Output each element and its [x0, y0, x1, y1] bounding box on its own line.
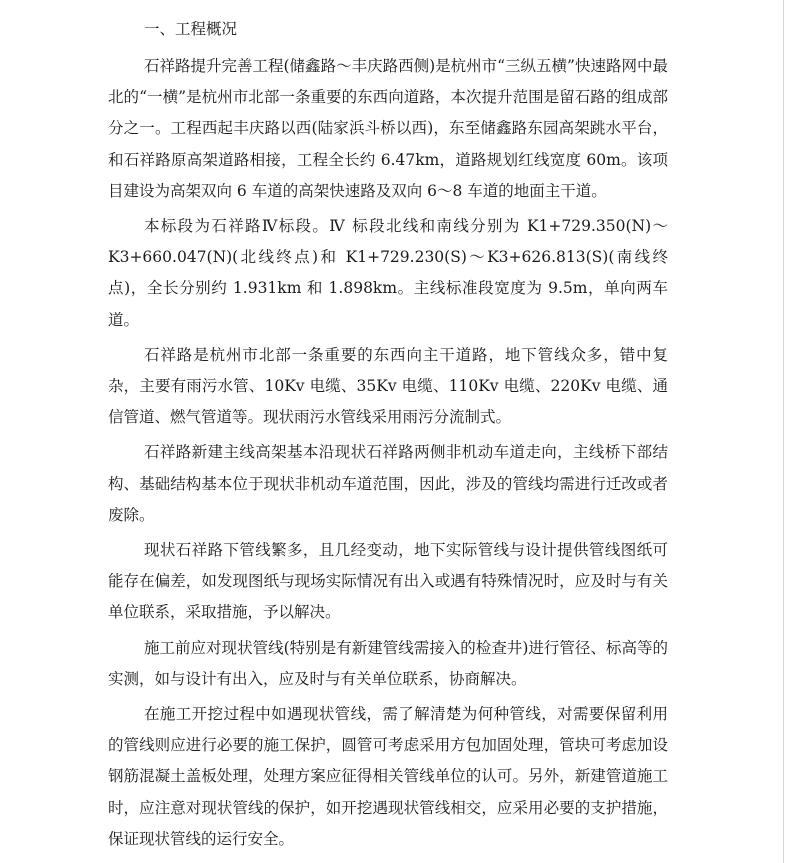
document-body [108, 14, 668, 855]
paragraph-overview: 石祥路提升完善工程(储鑫路～丰庆路西侧)是杭州市“三纵五横”快速路网中最北的“一横”是杭州市北部一条重要的东西向道路，本次提升范围是留石路的组成部分之一。工程西起丰庆路以西(陆家浜斗桥以西)，东至储鑫路东园高架跳水平台，和石祥路原高架道路相接，工程全长约 6.47km，道路规划红线宽度 60m。该项目建设为高架双向 6 车道的高架快速路及双向 6～8 车道的地面主干道。 [108, 57, 668, 200]
paragraph-survey: 施工前应对现状管线(特别是有新建管线需接入的检查井)进行管径、标高等的实测，如与设计有出入，应及时与有关单位联系，协商解决。 [108, 638, 668, 688]
paragraph-deviation: 现状石祥路下管线繁多，且几经变动，地下实际管线与设计提供管线图纸可能存在偏差，如发现图纸与现场实际情况有出入或遇有特殊情况时，应及时与有关单位联系，采取措施，予以解决。 [108, 541, 668, 622]
paragraph-section-scope: 本标段为石祥路Ⅳ标段。Ⅳ 标段北线和南线分别为 K1+729.350(N)～K3+660.047(N)(北线终点)和 K1+729.230(S)～K3+626.813(S)(南线终点)，全长分别约 1.931km 和 1.898km。主线标准段宽度为 9.5m，单向两车道。 [108, 217, 668, 329]
paragraph-protection: 在施工开挖过程中如遇现状管线，需了解清楚为何种管线，对需要保留利用的管线则应进行必要的施工保护，圆管可考虑采用方包加固处理，管块可考虑加设钢筋混凝土盖板处理，处理方案应征得相关管线单位的认可。另外，新建管道施工时，应注意对现状管线的保护，如开挖遇现状管线相交，应采用必要的支护措施，保证现状管线的运行安全。 [108, 705, 668, 848]
section-heading: 一、工程概况 [144, 20, 238, 38]
paragraph-pipelines: 石祥路是杭州市北部一条重要的东西向主干道路，地下管线众多，错中复杂，主要有雨污水管、10Kv 电缆、35Kv 电缆、110Kv 电缆、220Kv 电缆、通信管道、燃气管道等。现状雨污水管线采用雨污分流制式。 [108, 345, 668, 427]
page-edge [783, 0, 784, 863]
paragraph-relocation: 石祥路新建主线高架基本沿现状石祥路两侧非机动车道走向，主线桥下部结构、基础结构基本位于现状非机动车道范围，因此，涉及的管线均需进行迁改或者废除。 [108, 443, 668, 524]
